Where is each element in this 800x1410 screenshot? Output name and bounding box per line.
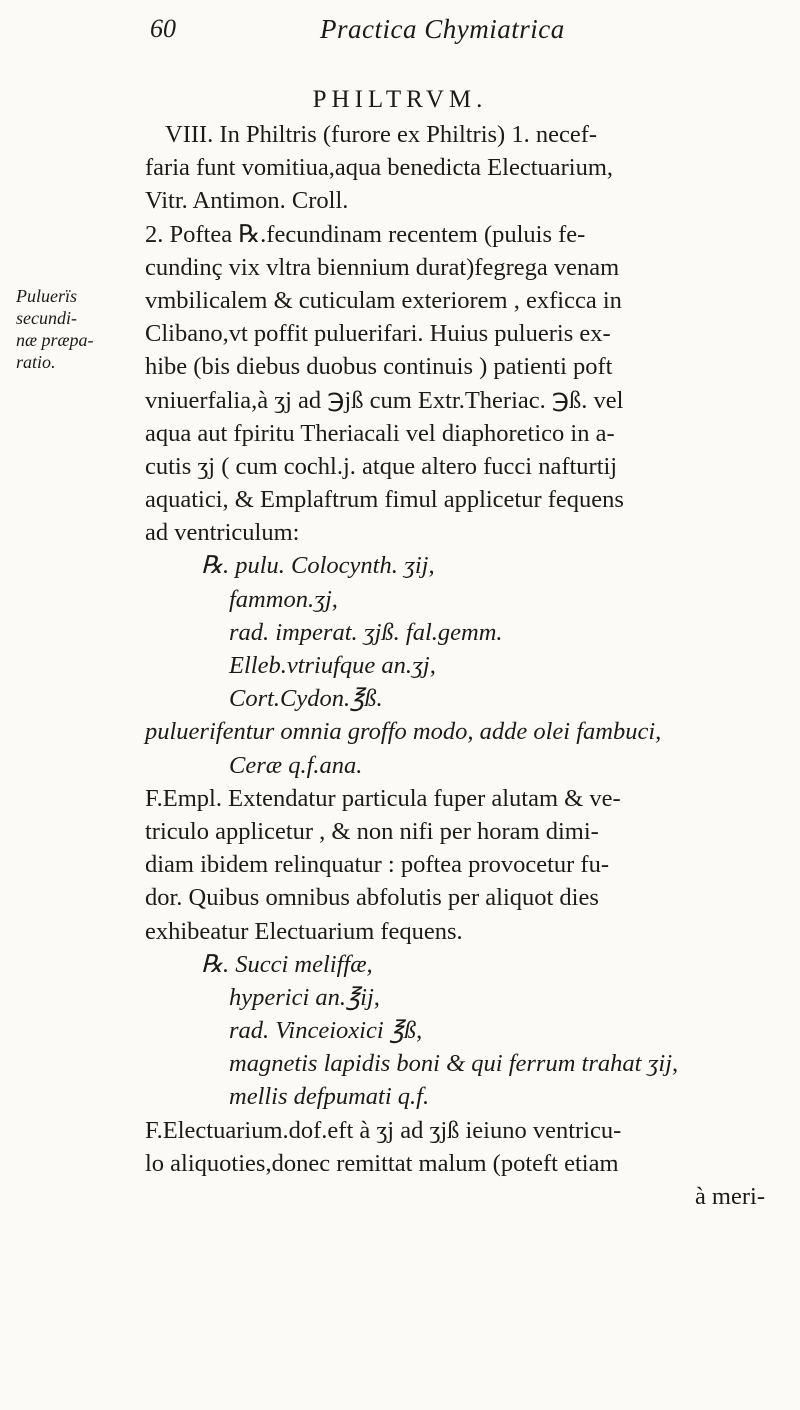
running-title: Practica Chymiatrica [320,14,565,44]
text-line: à meri- [694,1183,765,1210]
body-text [145,118,785,1213]
text-line: F.Electuarium.dof.eft à ʒj ad ʒjß ieiuno ventricu- [145,1116,622,1144]
text-line: magnetis lapidis boni & qui ferrum trahat ʒij, [229,1050,679,1078]
text-line: cutis ʒj ( cum cochl.j. atque altero fucci nafturtij [145,452,618,480]
section-title: PHILTRVM. [312,86,488,113]
text-line: aqua aut fpiritu Theriacali vel diaphoretico in a- [145,419,615,447]
text-line: 2. Poftea ℞.fecundinam recentem (puluis fe- [145,220,586,248]
text-line: exhibeatur Electuarium fequens. [145,917,463,945]
page-header [150,14,710,54]
text-line: ℞. Succi meliffæ, [201,950,373,978]
text-line: hibe (bis diebus duobus continuis ) patienti poft [145,353,613,381]
text-line: rad. imperat. ʒjß. fal.gemm. [229,618,503,646]
text-line: Cort.Cydon.℥ß. [229,685,383,713]
text-line: lo aliquoties,donec remittat malum (poteft etiam [145,1149,619,1177]
text-line: Elleb.vtriufque an.ʒj, [229,652,436,679]
text-line: aquatici, & Emplaftrum fimul applicetur fequens [145,486,624,514]
text-line: vniuerfalia,à ʒj ad ℈jß cum Extr.Theriac. ℈ß. vel [145,386,624,414]
text-line: hyperici an.℥ij, [229,983,380,1011]
text-line: Clibano,vt poffit puluerifari. Huius pulueris ex- [145,320,611,348]
text-line: Ceræ q.f.ana. [229,751,363,779]
text-line: diam ibidem relinquatur : poftea provocetur fu- [145,851,609,879]
margin-note [16,285,126,373]
page-number: 60 [150,14,176,43]
text-line: faria funt vomitiua,aqua benedicta Electuarium, [145,154,614,182]
text-line: fammon.ʒj, [229,585,338,613]
text-line: dor. Quibus omnibus abfolutis per aliquot dies [145,884,599,912]
text-line: F.Empl. Extendatur particula fuper alutam & ve- [145,784,621,812]
text-line: ℞. pulu. Colocynth. ʒij, [201,552,435,580]
text-line: vmbilicalem & cuticulam exteriorem , exficca in [145,286,622,314]
text-line: mellis defpumati q.f. [229,1083,430,1111]
text-line: rad. Vinceioxici ℥ß, [229,1017,423,1045]
text-line: Vitr. Antimon. Croll. [145,187,349,215]
text-line: triculo applicetur , & non nifi per horam dimi- [145,817,599,845]
text-line: cundinç vix vltra biennium durat)fegrega venam [145,253,620,281]
margin-note-line: Puluerïs [16,286,77,306]
margin-note-line: næ præpa- [16,330,94,350]
text-line: VIII. In Philtris (furore ex Philtris) 1. necef- [165,121,598,148]
margin-note-line: secundi- [16,308,77,328]
margin-note-line: ratio. [16,352,56,372]
text-line: ad ventriculum: [145,519,300,547]
text-line: puluerifentur omnia groffo modo, adde olei fambuci, [145,718,662,746]
